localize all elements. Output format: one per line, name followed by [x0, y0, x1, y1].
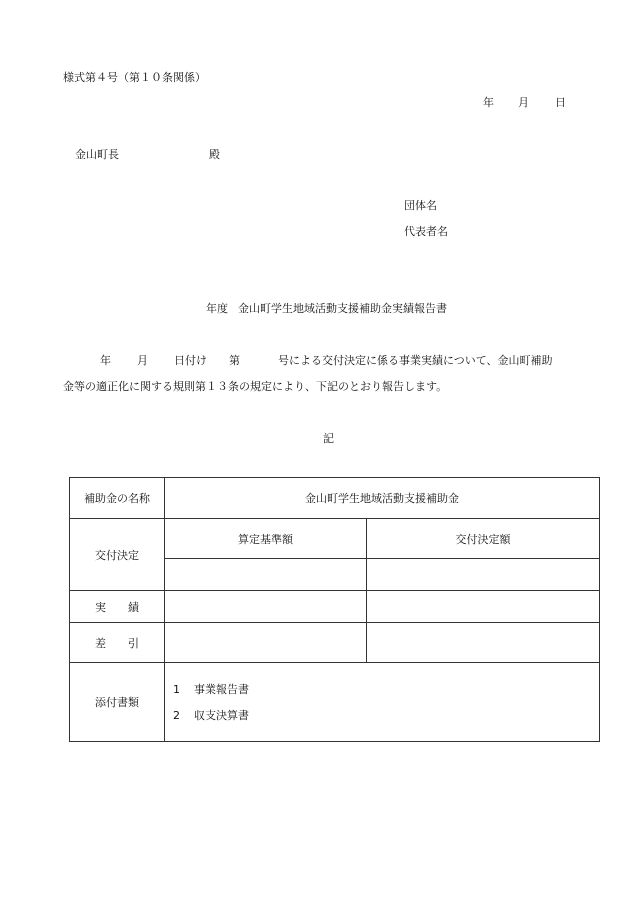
decision-amount-header: 交付決定額 — [367, 519, 600, 559]
difference-decision-cell[interactable] — [367, 623, 600, 663]
decision-label: 交付決定 — [70, 519, 165, 591]
body-line-2: 金等の適正化に関する規則第１３条の規定により、下記のとおり報告します。 — [63, 380, 448, 393]
date-month-label: 月 — [518, 96, 529, 109]
standard-amount-cell[interactable] — [165, 559, 367, 591]
attachments-label: 添付書類 — [70, 663, 165, 742]
attachments-list — [165, 663, 600, 742]
attachment-text: 事業報告書 — [194, 682, 249, 696]
body-year-label: 年 — [100, 354, 111, 367]
ki-heading: 記 — [323, 432, 334, 445]
report-title — [206, 303, 447, 314]
difference-standard-cell[interactable] — [165, 623, 367, 663]
table-row-actual — [70, 591, 600, 623]
decision-amount-cell[interactable] — [367, 559, 600, 591]
body-line-1 — [100, 355, 553, 366]
body-line-1-rest: 号による交付決定に係る事業実績について、金山町補助 — [278, 354, 553, 367]
table-row-subsidy-name — [70, 478, 600, 519]
title-name: 金山町学生地域活動支援補助金実績報告書 — [238, 302, 447, 315]
table-row-attachments — [70, 663, 600, 742]
addressee-name: 金山町長 — [75, 148, 119, 161]
date-line — [483, 97, 566, 108]
subsidy-name-label: 補助金の名称 — [70, 478, 165, 519]
actual-label: 実 績 — [70, 591, 165, 623]
difference-label: 差 引 — [70, 623, 165, 663]
table-row-difference — [70, 623, 600, 663]
attachment-item — [173, 710, 599, 721]
representative-label: 代表者名 — [404, 225, 448, 238]
date-year-label: 年 — [483, 96, 494, 109]
attachment-number: 2 — [173, 708, 180, 722]
attachment-number: 1 — [173, 682, 180, 696]
attachment-item — [173, 684, 599, 695]
title-year-prefix: 年度 — [206, 302, 228, 315]
attachment-text: 収支決算書 — [194, 708, 249, 722]
table-row-decision-header — [70, 519, 600, 559]
date-day-label: 日 — [555, 96, 566, 109]
actual-standard-cell[interactable] — [165, 591, 367, 623]
standard-amount-header: 算定基準額 — [165, 519, 367, 559]
organization-label: 団体名 — [404, 199, 437, 212]
form-number: 様式第４号（第１０条関係） — [63, 71, 206, 84]
body-number-prefix: 第 — [229, 354, 240, 367]
addressee-honorific: 殿 — [209, 148, 220, 161]
subsidy-name-value: 金山町学生地域活動支援補助金 — [165, 478, 600, 519]
body-day-label: 日付け — [174, 354, 207, 367]
body-month-label: 月 — [137, 354, 148, 367]
actual-decision-cell[interactable] — [367, 591, 600, 623]
subsidy-report-table — [69, 477, 600, 742]
